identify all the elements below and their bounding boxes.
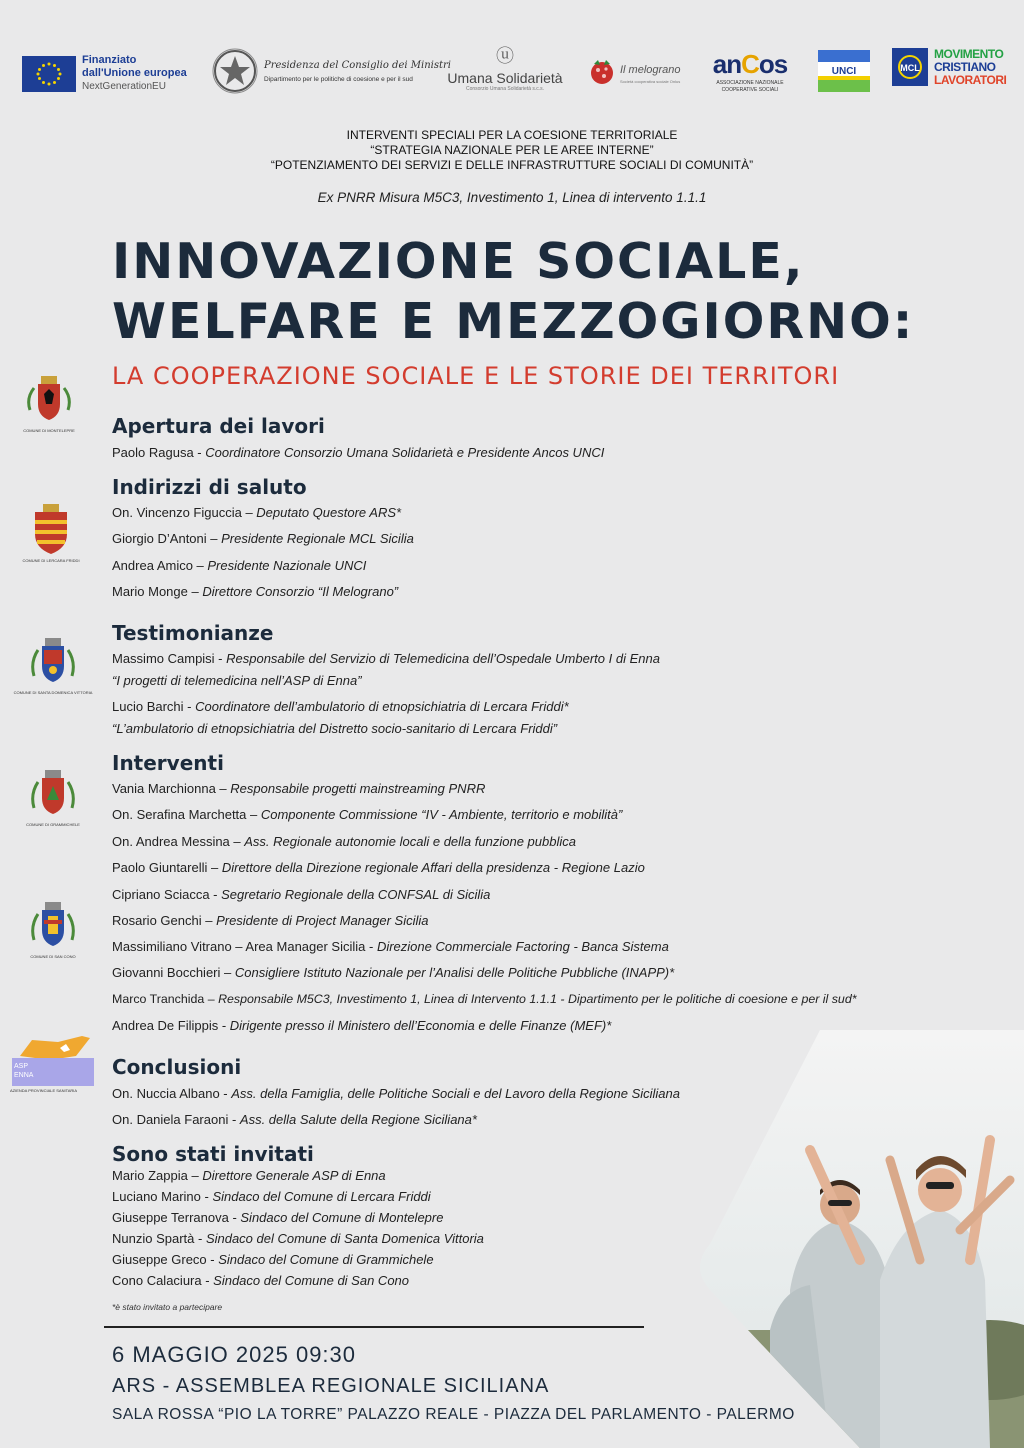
crest-caption-2: COMUNE DI LERCARA FRIDDI <box>22 558 80 563</box>
guest-role: Sindaco del Comune di Lercara Friddi <box>212 1189 431 1204</box>
list-item <box>112 445 604 460</box>
list-item <box>112 1112 477 1127</box>
mcl-line-3: LAVORATORI <box>934 73 1007 87</box>
crest-caption-5: COMUNE DI SAN CONO <box>30 954 76 959</box>
speaker-name: Paolo Giuntarelli – <box>112 860 222 875</box>
talk-title: “I progetti di telemedicina nell’ASP di Enna” <box>112 673 362 688</box>
list-item <box>112 1189 431 1204</box>
list-item <box>112 1018 611 1033</box>
measure-reference: Ex PNRR Misura M5C3, Investimento 1, Linea di intervento 1.1.1 <box>317 190 707 205</box>
speaker-role: Ass. della Famiglia, delle Politiche Sociali e del Lavoro della Regione Siciliana <box>231 1086 680 1101</box>
list-item <box>112 531 414 546</box>
list-item <box>112 1273 409 1288</box>
speaker-role: Presidente Regionale MCL Sicilia <box>221 531 414 546</box>
unci-text: UNCI <box>831 66 857 77</box>
santa-domenica-crest-icon <box>30 636 76 688</box>
guest-name: Luciano Marino - <box>112 1189 213 1204</box>
melograno-sub: Società cooperativa sociale Onlus <box>620 79 681 84</box>
header-line-3: “POTENZIAMENTO DEI SERVIZI E DELLE INFRASTRUTTURE SOCIALI DI COMUNITÀ” <box>270 158 754 172</box>
list-item <box>112 939 669 954</box>
speaker-name: On. Vincenzo Figuccia – <box>112 505 257 520</box>
event-venue: ARS - ASSEMBLEA REGIONALE SICILIANA <box>112 1375 550 1397</box>
speaker-role: Responsabile M5C3, Investimento 1, Linea di Intervento 1.1.1 - Dipartimento per le politiche di coesione e per il sud* <box>218 992 857 1006</box>
speaker-name: Giorgio D’Antoni – <box>112 531 222 546</box>
ancos-brand-part-2: C <box>741 49 759 79</box>
mcl-logo <box>892 48 1012 90</box>
group-photo <box>690 1030 1024 1448</box>
header-line-1: INTERVENTI SPECIALI PER LA COESIONE TERRITORIALE <box>346 128 678 142</box>
section-indirizzi: Indirizzi di saluto <box>112 475 307 499</box>
list-item <box>112 913 429 928</box>
speaker-role: Direttore Consorzio “Il Melograno” <box>202 584 399 599</box>
speaker-role: Presidente di Project Manager Sicilia <box>216 913 429 928</box>
crest-grammichele <box>8 768 98 827</box>
umana-sub: Consorzio Umana Solidarietà s.c.s. <box>465 86 545 92</box>
guest-role: Sindaco del Comune di Montelepre <box>240 1210 444 1225</box>
ancos-sub: ASSOCIAZIONE NAZIONALE COOPERATIVE SOCIALI <box>716 80 784 93</box>
speaker-name: Rosario Genchi – <box>112 913 217 928</box>
speaker-role: Ass. della Salute della Regione Siciliana* <box>239 1112 477 1127</box>
list-item <box>112 505 401 520</box>
event-date: 6 MAGGIO 2025 09:30 <box>112 1342 357 1367</box>
san-cono-crest-icon <box>30 900 76 952</box>
speaker-name: Andrea De Filippis - <box>112 1018 230 1033</box>
list-item <box>112 584 398 599</box>
mcl-mark-text: MCL <box>900 63 920 73</box>
pomegranate-icon <box>588 58 616 86</box>
melograno-name: Il melograno <box>620 64 681 76</box>
ancos-brand-part-1: an <box>712 49 742 79</box>
list-item <box>112 834 576 849</box>
guest-role: Sindaco del Comune di Grammichele <box>218 1252 434 1267</box>
italian-emblem-icon <box>212 48 258 94</box>
speaker-role: Segretario Regionale della CONFSAL di Sicilia <box>221 887 491 902</box>
guest-role: Sindaco del Comune di San Cono <box>213 1273 410 1288</box>
speaker-role: Presidente Nazionale UNCI <box>207 558 367 573</box>
umana-mark-icon: ⓤ <box>496 46 514 67</box>
speaker-name: On. Serafina Marchetta – <box>112 807 261 822</box>
eu-line-1: Finanziato <box>82 54 137 66</box>
umana-name: Umana Solidarietà <box>447 70 563 86</box>
list-item <box>112 1252 434 1267</box>
crest-caption-1: COMUNE DI MONTELEPRE <box>23 428 75 433</box>
section-apertura: Apertura dei lavori <box>112 414 325 438</box>
speaker-role: Consigliere Istituto Nazionale per l’Analisi delle Politiche Pubbliche (INAPP)* <box>234 965 675 980</box>
speaker-role: Ass. Regionale autonomie locali e della funzione pubblica <box>244 834 576 849</box>
presidenza-line-1: Presidenza del Consiglio dei Ministri <box>264 60 451 71</box>
umana-solidarieta-logo <box>440 42 570 92</box>
list-item <box>112 860 645 875</box>
list-item <box>112 699 569 714</box>
crest-caption-4: COMUNE DI GRAMMICHELE <box>26 822 80 827</box>
speaker-name: Cipriano Sciacca - <box>112 887 222 902</box>
speaker-name: Mario Monge – <box>112 584 203 599</box>
eu-line-3: NextGenerationEU <box>82 81 166 92</box>
header-line-2: “STRATEGIA NAZIONALE PER LE AREE INTERNE” <box>370 143 654 157</box>
page-subtitle: LA COOPERAZIONE SOCIALE E LE STORIE DEI TERRITORI <box>112 362 840 390</box>
section-testimonianze: Testimonianze <box>112 621 274 645</box>
title-line-2: WELFARE E MEZZOGIORNO: <box>112 293 915 350</box>
crest-lercara-friddi <box>6 504 96 563</box>
montelepre-crest-icon <box>26 374 72 426</box>
divider <box>104 1326 644 1328</box>
ancos-brand <box>706 48 794 80</box>
logo-bar <box>0 38 1024 118</box>
speaker-name: On. Nuccia Albano - <box>112 1086 232 1101</box>
program-header <box>0 128 1024 173</box>
speaker-name: Paolo Ragusa - <box>112 445 206 460</box>
section-invitati: Sono stati invitati <box>112 1142 314 1166</box>
talk-title: “L’ambulatorio di etnopsichiatria del Distretto socio-sanitario di Lercara Friddi” <box>112 721 558 736</box>
list-item <box>112 1086 680 1101</box>
speaker-name: Andrea Amico – <box>112 558 208 573</box>
list-item <box>112 1231 484 1246</box>
speaker-name: Giovanni Bocchieri – <box>112 965 235 980</box>
speaker-role: Direzione Commerciale Factoring - Banca Sistema <box>376 939 669 954</box>
speaker-role: Dirigente presso il Ministero dell’Economia e delle Finanze (MEF)* <box>229 1018 612 1033</box>
section-conclusioni: Conclusioni <box>112 1055 242 1079</box>
unci-emblem-icon <box>818 50 870 92</box>
guest-name: Cono Calaciura - <box>112 1273 214 1288</box>
guest-name: Nunzio Spartà - <box>112 1231 206 1246</box>
page-title <box>112 232 914 352</box>
speaker-role: Direttore della Direzione regionale Affari della presidenza - Regione Lazio <box>221 860 645 875</box>
mcl-line-1: MOVIMENTO <box>934 47 1004 61</box>
guest-name: Giuseppe Terranova - <box>112 1210 241 1225</box>
list-item <box>112 558 366 573</box>
speaker-name: Massimiliano Vitrano – Area Manager Sicilia - <box>112 939 377 954</box>
list-item <box>112 807 622 822</box>
speaker-role: Deputato Questore ARS* <box>256 505 402 520</box>
eu-funding-label <box>82 54 187 93</box>
list-item <box>112 965 674 980</box>
guest-name: Giuseppe Greco - <box>112 1252 219 1267</box>
asp-caption: AZIENDA PROVINCIALE SANITARIA <box>10 1088 78 1093</box>
crest-montelepre <box>4 374 94 433</box>
mcl-line-2: CRISTIANO <box>934 60 996 74</box>
list-item <box>112 1168 386 1183</box>
list-item <box>112 651 660 666</box>
unci-logo <box>818 50 870 92</box>
speaker-role: Responsabile del Servizio di Telemedicina dell’Ospedale Umberto I di Enna <box>226 651 660 666</box>
presidenza-line-2: Dipartimento per le politiche di coesione e per il sud <box>264 76 413 83</box>
speaker-role: Responsabile progetti mainstreaming PNRR <box>230 781 486 796</box>
list-item <box>112 992 857 1006</box>
asp-enna-logo <box>10 1032 96 1094</box>
list-item <box>112 781 485 796</box>
guest-role: Sindaco del Comune di Santa Domenica Vittoria <box>205 1231 484 1246</box>
lercara-crest-icon <box>31 504 71 556</box>
crest-san-cono <box>8 900 98 959</box>
crest-santa-domenica-vittoria <box>8 636 98 695</box>
ancos-logo <box>706 48 794 94</box>
list-item <box>112 673 362 688</box>
list-item <box>112 887 490 902</box>
speaker-role: Coordinatore Consorzio Umana Solidarietà e Presidente Ancos UNCI <box>205 445 605 460</box>
guest-name: Mario Zappia – <box>112 1168 203 1183</box>
list-item <box>112 1210 443 1225</box>
asp-line-2: ENNA <box>14 1072 34 1079</box>
celebrating-people-image <box>690 1030 1024 1448</box>
eu-flag-icon <box>22 56 76 92</box>
speaker-name: Vania Marchionna – <box>112 781 231 796</box>
eu-line-2: dall'Unione europea <box>82 67 187 79</box>
speaker-name: On. Daniela Faraoni - <box>112 1112 240 1127</box>
section-interventi: Interventi <box>112 751 224 775</box>
melograno-logo <box>588 58 692 88</box>
grammichele-crest-icon <box>30 768 76 820</box>
speaker-name: Lucio Barchi - <box>112 699 196 714</box>
title-line-1: INNOVAZIONE SOCIALE, <box>112 233 805 290</box>
speaker-name: Marco Tranchida – <box>112 992 219 1006</box>
guest-role: Direttore Generale ASP di Enna <box>202 1168 386 1183</box>
event-address: SALA ROSSA “PIO LA TORRE” PALAZZO REALE - PIAZZA DEL PARLAMENTO - PALERMO <box>112 1406 795 1423</box>
asp-text <box>14 1062 33 1080</box>
ancos-brand-part-3: os <box>758 49 788 79</box>
speaker-role: Componente Commissione “IV - Ambiente, territorio e mobilità” <box>260 807 623 822</box>
invitation-footnote: *è stato invitato a partecipare <box>112 1302 223 1312</box>
mcl-name <box>934 48 1006 87</box>
mcl-emblem-icon <box>892 48 928 86</box>
speaker-role: Coordinatore dell’ambulatorio di etnopsichiatria di Lercara Friddi* <box>195 699 569 714</box>
speaker-name: On. Andrea Messina – <box>112 834 245 849</box>
list-item <box>112 721 557 736</box>
speaker-name: Massimo Campisi - <box>112 651 227 666</box>
crest-caption-3: COMUNE DI SANTA DOMENICA VITTORIA <box>13 690 93 695</box>
presidenza-logo <box>212 48 451 98</box>
asp-line-1: ASP <box>14 1063 29 1070</box>
